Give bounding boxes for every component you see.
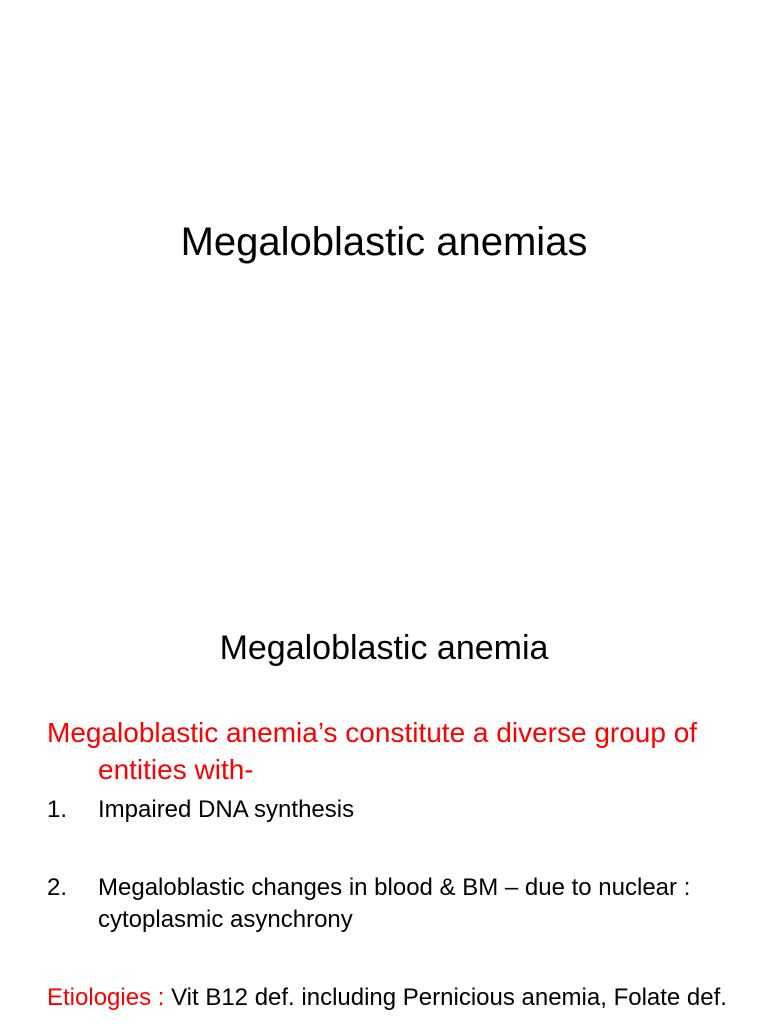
list-text: Megaloblastic changes in blood & BM – due to nuclear : cytoplasmic asynchrony — [98, 874, 691, 933]
list-number: 1. — [47, 796, 68, 823]
list-text: Impaired DNA synthesis — [98, 796, 355, 823]
etiologies-label: Etiologies : — [47, 984, 165, 1011]
slide-title-heading: Megaloblastic anemias — [180, 220, 588, 264]
list-item — [47, 794, 737, 826]
slide-content-heading: Megaloblastic anemia — [219, 629, 549, 667]
etiologies-text — [47, 982, 768, 1014]
list-number: 2. — [47, 874, 68, 901]
etiologies-content: Vit B12 def. including Pernicious anemia, Folate def. — [164, 984, 727, 1011]
intro-text: Megaloblastic anemia’s constitute a diverse group of entities with- — [47, 717, 698, 785]
slide-content — [0, 576, 768, 1024]
list-item — [47, 872, 737, 936]
